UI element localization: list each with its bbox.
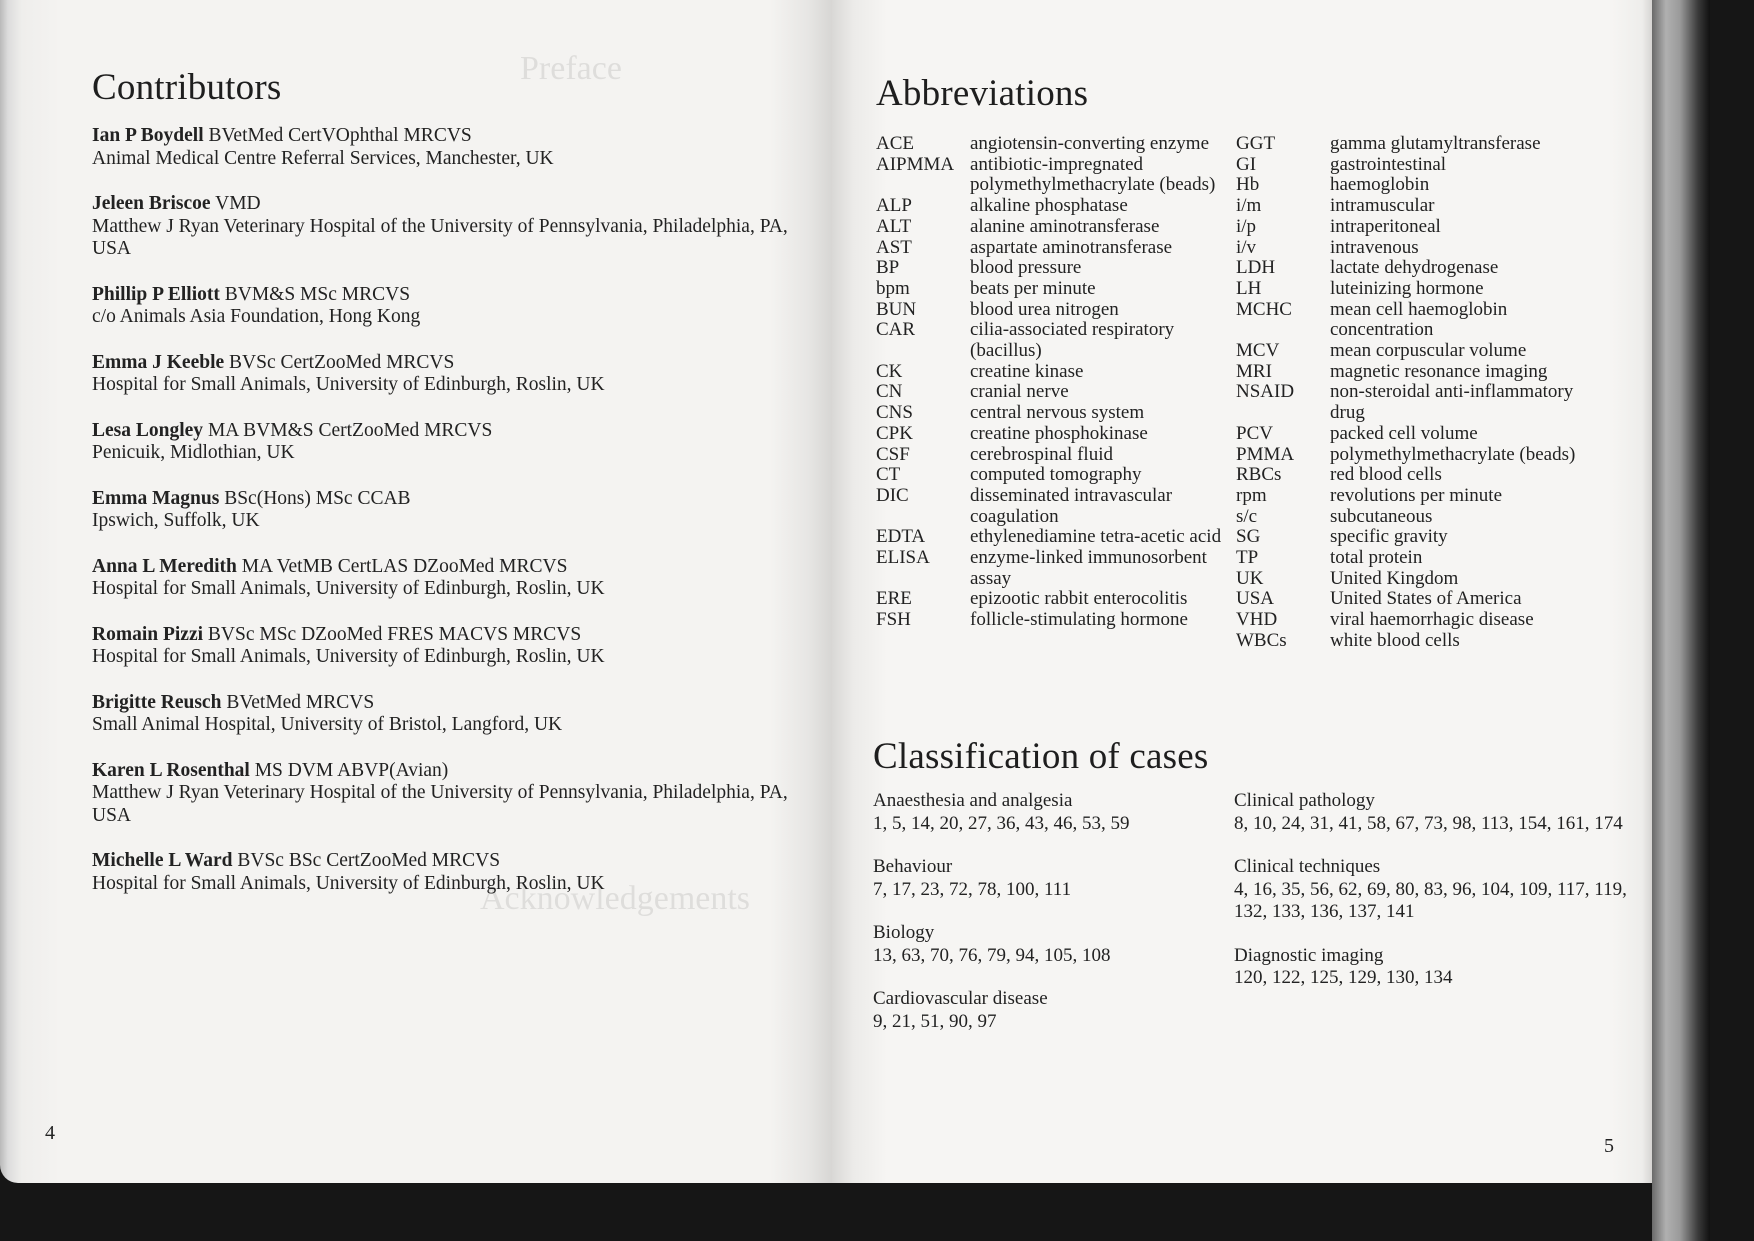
contributor-name: Emma Magnus [92,487,220,509]
abbreviation-definition: gastrointestinal [1330,153,1447,175]
contributor-heading [92,692,812,715]
abbreviation-term: GGT [1236,133,1276,154]
abbreviation-definition: alanine aminotransferase [970,215,1160,237]
abbreviation-row [1236,175,1576,196]
abbreviation-definition: luteinizing hormone [1330,277,1484,299]
contributor-address: Small Animal Hospital, University of Bristol, Langford, UK [92,714,563,735]
abbreviation-definition: disseminated intravascular coagulation [970,484,1173,527]
contributor-address: Matthew J Ryan Veterinary Hospital of the University of Pennsylvania, Philadelphia, PA, USA [92,215,788,259]
abbreviation-row [876,279,1222,300]
abbreviation-term: NSAID [1236,381,1295,403]
abbreviation-definition: United Kingdom [1330,567,1459,589]
abbreviation-row [876,527,1222,548]
abbreviation-definition: alkaline phosphatase [970,195,1128,217]
abbreviation-definition: non-steroidal anti-inflammatory drug [1330,381,1574,424]
contributor-name: Ian P Boydell [92,125,204,146]
abbreviation-row [876,362,1222,383]
abbreviation-term: i/m [1236,195,1262,217]
abbreviation-term: BUN [876,298,917,320]
classification-item [1234,790,1634,835]
contributor-entry [92,556,812,601]
abbreviation-definition: mean corpuscular volume [1330,340,1527,362]
contributor-heading [92,556,812,579]
contributor-address: Animal Medical Centre Referral Services, Manchester, UK [92,147,554,169]
abbreviation-term: MCV [1236,340,1280,362]
page-edge [1652,0,1710,1241]
contributor-name: Anna L Meredith [92,555,237,577]
contributor-name: Phillip P Elliott [92,283,220,305]
contributor-entry [92,352,812,397]
abbreviation-row [1236,507,1576,528]
abbreviation-row [876,155,1222,196]
contributor-entry [92,624,812,669]
classification-item [873,922,1213,967]
abbreviation-row [876,238,1222,259]
abbreviation-term: bpm [876,277,910,299]
abbreviation-term: PCV [1236,422,1273,444]
abbreviation-definition: epizootic rabbit enterocolitis [970,588,1188,610]
contributor-qualifications: BVSc MSc DZooMed FRES MACVS MRCVS [203,623,582,645]
abbreviation-term: MCHC [1236,298,1292,320]
contributor-heading [92,193,812,216]
show-through: Acknowledgements [480,880,751,917]
abbreviation-term: CN [876,381,903,403]
contributor-qualifications: BVSc BSc CertZooMed MRCVS [232,850,501,871]
contributor-heading [92,420,812,443]
classification-case-numbers: 9, 21, 51, 90, 97 [873,1010,997,1032]
abbreviation-row [876,486,1222,527]
abbreviation-definition: haemoglobin [1330,174,1430,196]
abbreviation-row [1236,486,1576,507]
abbreviation-term: EDTA [876,526,926,548]
abbreviation-row [1236,527,1576,548]
classification-item [1234,856,1634,924]
abbreviation-term: FSH [876,609,911,631]
abbreviation-row [876,217,1222,238]
contributor-qualifications: BSc(Hons) MSc CCAB [219,487,411,509]
contributor-entry [92,125,812,170]
abbreviation-definition: intramuscular [1330,195,1435,217]
abbreviation-term: DIC [876,484,909,506]
abbreviation-row [1236,341,1576,362]
abbreviation-row [876,403,1222,424]
contributor-name: Romain Pizzi [92,623,204,645]
abbreviation-row [876,134,1222,155]
contributor-name: Karen L Rosenthal [92,759,250,781]
contributor-heading [92,284,812,307]
contributor-entry [92,850,812,895]
abbreviation-definition: total protein [1330,547,1423,569]
left-page [0,0,832,1183]
abbreviation-row [1236,610,1576,631]
contributor-entry [92,692,812,737]
abbreviation-term: BP [876,257,900,279]
abbreviation-definition: beats per minute [970,277,1096,299]
abbreviation-definition: viral haemorrhagic disease [1330,609,1534,631]
abbreviation-row [876,196,1222,217]
abbreviation-term: CAR [876,319,916,341]
contributor-address: c/o Animals Asia Foundation, Hong Kong [92,306,421,327]
abbreviation-definition: enzyme-linked immunosorbent assay [970,547,1207,589]
abbreviation-definition: polymethylmethacrylate (beads) [1330,443,1576,465]
contributor-name: Jeleen Briscoe [92,193,211,214]
abbreviation-definition: United States of America [1330,588,1522,610]
abbreviation-definition: subcutaneous [1330,505,1433,527]
abbreviation-row [1236,258,1576,279]
contributor-entry [92,420,812,465]
abbreviation-row [1236,300,1576,341]
abbreviation-definition: central nervous system [970,402,1145,424]
abbreviations-column-1 [876,134,1222,631]
abbreviation-term: USA [1236,588,1275,610]
abbreviation-term: CT [876,464,901,486]
contributor-name: Lesa Longley [92,419,204,441]
classification-case-numbers: 4, 16, 35, 56, 62, 69, 80, 83, 96, 104, 109, 117, 119, 132, 133, 136, 137, 141 [1234,878,1627,922]
abbreviation-term: ELISA [876,547,930,569]
classification-case-numbers: 1, 5, 14, 20, 27, 36, 43, 46, 53, 59 [873,812,1130,834]
contributor-heading [92,352,812,375]
classification-category: Clinical pathology [1234,790,1375,811]
abbreviation-term: AST [876,236,912,258]
contributor-address: Hospital for Small Animals, University of Edinburgh, Roslin, UK [92,872,605,894]
abbreviation-row [1236,548,1576,569]
abbreviation-definition: cilia-associated respiratory (bacillus) [970,319,1175,362]
abbreviation-term: GI [1236,153,1257,175]
abbreviation-term: CSF [876,443,910,465]
abbreviation-term: UK [1236,567,1264,589]
abbreviation-definition: cerebrospinal fluid [970,443,1113,465]
abbreviation-definition: magnetic resonance imaging [1330,360,1548,382]
abbreviation-row [1236,569,1576,590]
abbreviation-term: ALT [876,215,912,237]
abbreviation-term: AIPMMA [876,153,955,175]
contributor-heading [92,760,812,783]
classification-case-numbers: 13, 63, 70, 76, 79, 94, 105, 108 [873,944,1111,966]
abbreviation-row [1236,465,1576,486]
abbreviation-definition: antibiotic-impregnated polymethylmethacrylate (beads) [970,153,1216,196]
contributors-list [92,125,812,918]
abbreviation-term: CK [876,360,903,382]
abbreviation-term: LH [1236,277,1262,299]
abbreviations-title: Abbreviations [876,73,1089,114]
contributor-qualifications: VMD [210,193,261,214]
abbreviation-row [1236,279,1576,300]
classification-item [873,856,1213,901]
classification-category: Cardiovascular disease [873,988,1048,1009]
abbreviation-definition: red blood cells [1330,464,1442,486]
abbreviation-definition: blood urea nitrogen [970,298,1119,320]
abbreviation-row [876,589,1222,610]
contributor-address: Matthew J Ryan Veterinary Hospital of the University of Pennsylvania, Philadelphia, PA, USA [92,782,788,826]
abbreviation-definition: creatine kinase [970,360,1084,382]
contributor-qualifications: MA VetMB CertLAS DZooMed MRCVS [236,555,568,577]
contributor-qualifications: MA BVM&S CertZooMed MRCVS [203,419,493,441]
classification-case-numbers: 7, 17, 23, 72, 78, 100, 111 [873,878,1072,900]
contributor-qualifications: BVSc CertZooMed MRCVS [224,351,455,373]
abbreviation-term: PMMA [1236,443,1295,465]
abbreviation-row [876,610,1222,631]
abbreviation-term: WBCs [1236,629,1287,651]
abbreviation-definition: follicle-stimulating hormone [970,609,1188,631]
contributor-heading [92,125,812,148]
classification-category: Clinical techniques [1234,856,1381,877]
abbreviation-row [1236,196,1576,217]
abbreviation-definition: computed tomography [970,464,1142,486]
classification-item [873,988,1213,1033]
abbreviation-definition: blood pressure [970,257,1082,279]
contributor-qualifications: BVetMed CertVOphthal MRCVS [203,125,472,146]
abbreviation-definition: revolutions per minute [1330,484,1503,506]
abbreviation-term: LDH [1236,257,1276,279]
classification-item [1234,945,1634,990]
abbreviation-row [1236,445,1576,466]
abbreviation-row [1236,631,1576,652]
abbreviation-definition: lactate dehydrogenase [1330,257,1499,279]
abbreviation-row [1236,134,1576,155]
contributor-address: Hospital for Small Animals, University of Edinburgh, Roslin, UK [92,646,605,667]
contributor-name: Emma J Keeble [92,351,225,373]
contributor-address: Hospital for Small Animals, University of Edinburgh, Roslin, UK [92,374,605,395]
contributor-entry [92,193,812,261]
abbreviation-definition: angiotensin-converting enzyme [970,133,1210,154]
classification-category: Behaviour [873,856,953,877]
abbreviation-row [876,548,1222,589]
abbreviation-term: Hb [1236,174,1260,196]
abbreviation-term: CPK [876,422,913,444]
abbreviation-term: RBCs [1236,464,1282,486]
classification-column-2 [1234,790,1634,1011]
contributor-qualifications: BVetMed MRCVS [221,691,375,713]
abbreviation-row [876,424,1222,445]
contributor-address: Penicuik, Midlothian, UK [92,442,295,463]
abbreviation-definition: specific gravity [1330,526,1448,548]
classification-column-1 [873,790,1213,1054]
classification-item [873,790,1213,835]
abbreviation-term: s/c [1236,505,1258,527]
abbreviation-definition: gamma glutamyltransferase [1330,133,1541,154]
abbreviation-term: MRI [1236,360,1272,382]
abbreviation-term: i/v [1236,236,1257,258]
abbreviation-term: TP [1236,547,1259,569]
abbreviation-row [1236,217,1576,238]
classification-title: Classification of cases [873,736,1209,777]
abbreviation-term: CNS [876,402,913,424]
abbreviation-definition: mean cell haemoglobin concentration [1330,298,1508,341]
abbreviation-definition: creatine phosphokinase [970,422,1148,444]
abbreviation-term: ERE [876,588,912,610]
page-number-right: 5 [1604,1135,1614,1157]
abbreviation-definition: intraperitoneal [1330,215,1441,237]
page-number-left: 4 [45,1122,55,1144]
abbreviation-definition: ethylenediamine tetra-acetic acid [970,526,1222,548]
contributors-title: Contributors [92,67,282,108]
contributor-entry [92,488,812,533]
classification-category: Biology [873,922,935,943]
contributor-entry [92,284,812,329]
abbreviation-row [876,382,1222,403]
classification-case-numbers: 120, 122, 125, 129, 130, 134 [1234,967,1453,988]
abbreviation-definition: cranial nerve [970,381,1069,403]
abbreviation-row [1236,424,1576,445]
abbreviation-row [876,445,1222,466]
classification-category: Diagnostic imaging [1234,944,1384,966]
abbreviation-row [1236,238,1576,259]
abbreviation-term: i/p [1236,215,1257,237]
contributor-entry [92,760,812,828]
abbreviation-row [1236,155,1576,176]
abbreviation-row [1236,589,1576,610]
abbreviation-term: SG [1236,526,1261,548]
contributor-heading [92,850,812,873]
abbreviation-definition: packed cell volume [1330,422,1478,444]
classification-case-numbers: 8, 10, 24, 31, 41, 58, 67, 73, 98, 113, 154, 161, 174 [1234,812,1623,834]
abbreviation-row [1236,362,1576,383]
abbreviation-row [876,320,1222,361]
contributor-qualifications: BVM&S MSc MRCVS [219,283,411,305]
contributor-address: Ipswich, Suffolk, UK [92,510,260,531]
contributor-address: Hospital for Small Animals, University of Edinburgh, Roslin, UK [92,578,605,599]
contributor-qualifications: MS DVM ABVP(Avian) [249,759,449,781]
contributor-heading [92,624,812,647]
abbreviation-term: rpm [1236,484,1267,506]
abbreviation-row [876,300,1222,321]
abbreviation-definition: white blood cells [1330,629,1460,651]
abbreviation-definition: aspartate aminotransferase [970,236,1173,258]
contributor-name: Michelle L Ward [92,850,233,871]
contributor-heading [92,488,812,511]
abbreviation-row [876,258,1222,279]
classification-category: Anaesthesia and analgesia [873,790,1073,811]
contributor-name: Brigitte Reusch [92,691,222,713]
abbreviation-definition: intravenous [1330,236,1419,258]
show-through: Preface [520,50,622,87]
abbreviations-column-2 [1236,134,1576,652]
abbreviation-term: ACE [876,133,914,154]
abbreviation-term: VHD [1236,609,1278,631]
abbreviation-row [876,465,1222,486]
abbreviation-term: ALP [876,195,912,217]
abbreviation-row [1236,382,1576,423]
